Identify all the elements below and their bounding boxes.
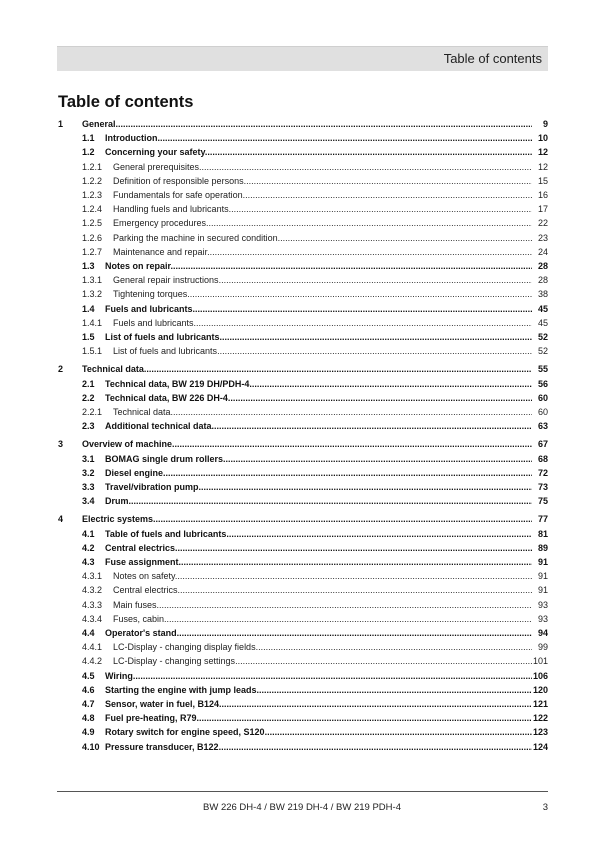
header-title: Table of contents	[443, 51, 542, 66]
toc-entry-page: 28	[537, 261, 548, 271]
header-bar	[57, 46, 548, 71]
footer-page-number: 3	[542, 802, 548, 813]
toc-entry[interactable]	[58, 438, 548, 450]
toc-entry-title: Emergency procedures .....	[113, 217, 532, 229]
toc-entry-number: 4	[58, 514, 64, 525]
toc-entry-title: Technical data, BW 219 DH/PDH-4 .....	[105, 378, 532, 390]
toc-entry-page: 52	[537, 346, 548, 357]
toc-entry[interactable]	[58, 203, 548, 215]
toc-entry-page: 122	[532, 713, 548, 724]
toc-entry-page: 72	[537, 467, 548, 478]
toc-entry-title: Notes on safety .....	[113, 570, 532, 582]
footer-divider	[57, 791, 548, 792]
toc-entry-title: Concerning your safety .....	[105, 146, 532, 158]
toc-entry-number: 4.6	[82, 684, 95, 695]
toc-entry-page: 121	[532, 699, 548, 709]
toc-entry-title: Technical data, BW 226 DH-4 .....	[105, 392, 532, 404]
toc-entry-page: 56	[537, 378, 548, 389]
toc-entry-page: 22	[537, 218, 548, 229]
toc-entry[interactable]	[58, 599, 548, 611]
toc-entry[interactable]	[58, 556, 548, 568]
toc-entry-title: Additional technical data .....	[105, 420, 532, 432]
toc-entry-number: 2	[58, 364, 64, 375]
page-title: Table of contents	[58, 93, 194, 111]
toc-entry-page: 77	[537, 514, 548, 525]
toc-entry-number: 3.4	[82, 496, 95, 507]
toc-entry[interactable]	[58, 317, 548, 329]
toc-entry-page: 89	[537, 542, 548, 553]
toc-entry-page: 17	[537, 204, 548, 215]
toc-entry-number: 1.3.1	[82, 275, 103, 286]
toc-entry[interactable]	[58, 698, 548, 710]
toc-entry[interactable]	[58, 542, 548, 554]
toc-entry-page: 75	[537, 496, 548, 507]
toc-entry-title: Fundamentals for safe operation .....	[113, 189, 532, 201]
toc-entry-title: General repair instructions .....	[113, 274, 532, 286]
toc-entry[interactable]	[58, 132, 548, 144]
toc-entry[interactable]	[58, 288, 548, 300]
toc-entry-page: 91	[537, 571, 548, 582]
toc-entry-title: Pressure transducer, B122 .....	[105, 741, 532, 753]
toc-entry-number: 1.4.1	[82, 317, 103, 328]
toc-entry-title: Fuel pre-heating, R79 .....	[105, 712, 532, 724]
toc-entry-title: Main fuses .....	[113, 599, 532, 611]
toc-entry-page: 55	[537, 364, 548, 375]
toc-entry-title: Wiring .....	[105, 670, 532, 682]
toc-entry-title: List of fuels and lubricants .....	[113, 345, 532, 357]
toc-entry[interactable]	[58, 406, 548, 418]
toc-entry[interactable]	[58, 481, 548, 493]
toc-entry-number: 1.2	[82, 147, 95, 158]
toc-entry-page: 99	[537, 642, 548, 653]
toc-entry-number: 4.8	[82, 713, 95, 724]
toc-entry[interactable]	[58, 655, 548, 667]
toc-entry-page: 67	[537, 439, 548, 450]
toc-entry[interactable]	[58, 378, 548, 390]
toc-entry[interactable]	[58, 513, 548, 525]
toc-entry-number: 3.2	[82, 467, 95, 478]
toc-entry-number: 1.3.2	[82, 289, 103, 300]
toc-entry[interactable]	[58, 453, 548, 465]
toc-entry-title: LC-Display - changing settings .....	[113, 655, 532, 667]
toc-entry[interactable]	[58, 363, 548, 375]
toc-entry-title: Fuses, cabin .....	[113, 613, 532, 625]
toc-entry-title: Technical data .....	[113, 406, 532, 418]
toc-entry-number: 1.2.5	[82, 218, 103, 229]
toc-entry-number: 1.1	[82, 133, 95, 144]
toc-entry[interactable]	[58, 670, 548, 682]
toc-entry-number: 1.5	[82, 332, 95, 342]
toc-entry-title: Notes on repair .....	[105, 260, 532, 272]
toc-entry-page: 93	[537, 613, 548, 624]
toc-entry-page: 93	[537, 599, 548, 610]
toc-entry-title: List of fuels and lubricants .....	[105, 331, 532, 343]
toc-entry-title: Drum .....	[105, 495, 532, 507]
toc-entry-page: 12	[537, 147, 548, 158]
toc-entry-title: Central electrics .....	[105, 542, 532, 554]
toc-entry-number: 4.4	[82, 628, 95, 638]
toc-entry-number: 1.5.1	[82, 346, 103, 357]
toc-entry-title: Central electrics .....	[113, 584, 532, 596]
toc-entry-number: 4.3.2	[82, 585, 103, 596]
toc-entry-page: 68	[537, 453, 548, 464]
toc-entry-title: Maintenance and repair .....	[113, 246, 532, 258]
toc-entry-page: 38	[537, 289, 548, 300]
toc-entry-number: 2.2.1	[82, 407, 103, 417]
toc-entry-title: Electric systems .....	[82, 513, 532, 525]
toc-entry[interactable]	[58, 246, 548, 258]
toc-entry[interactable]	[58, 175, 548, 187]
toc-entry-number: 1.2.7	[82, 246, 103, 257]
toc-entry-page: 9	[542, 119, 548, 129]
toc-entry-page: 91	[537, 557, 548, 567]
toc-entry-page: 73	[537, 482, 548, 492]
toc-entry-page: 101	[532, 656, 548, 667]
toc-entry-page: 16	[537, 190, 548, 200]
toc-entry-title: Diesel engine .....	[105, 467, 532, 479]
toc-entry[interactable]	[58, 274, 548, 286]
toc-entry-title: Parking the machine in secured condition .....	[113, 232, 532, 244]
toc-entry-page: 120	[532, 684, 548, 695]
toc-entry-number: 4.3.4	[82, 613, 103, 624]
toc-entry-title: Rotary switch for engine speed, S120 .....	[105, 726, 532, 738]
toc-entry-title: Tightening torques .....	[113, 288, 532, 300]
toc-entry[interactable]	[58, 495, 548, 507]
toc-entry-number: 3.1	[82, 453, 95, 464]
toc-entry-number: 3.3	[82, 482, 95, 492]
toc-entry-number: 4.10	[82, 741, 100, 752]
toc-entry-title: Table of fuels and lubricants .....	[105, 528, 532, 540]
toc-entry-page: 23	[537, 232, 548, 243]
toc-entry[interactable]	[58, 613, 548, 625]
toc-entry-page: 91	[537, 585, 548, 596]
toc-entry[interactable]	[58, 741, 548, 753]
toc-entry[interactable]	[58, 303, 548, 315]
toc-entry-page: 123	[532, 727, 548, 738]
toc-entry-number: 1.2.6	[82, 232, 103, 243]
toc-entry-title: BOMAG single drum rollers .....	[105, 453, 532, 465]
toc-entry-title: Travel/vibration pump .....	[105, 481, 532, 493]
toc-entry[interactable]	[58, 570, 548, 582]
toc-entry-page: 24	[537, 246, 548, 257]
toc-entry[interactable]	[58, 331, 548, 343]
toc-entry-title: Overview of machine .....	[82, 438, 532, 450]
toc-entry-title: General .....	[82, 118, 532, 130]
toc-entry-page: 28	[537, 275, 548, 286]
toc-entry-number: 4.2	[82, 542, 95, 553]
toc-entry[interactable]	[58, 189, 548, 201]
toc-entry-page: 52	[537, 332, 548, 342]
toc-entry[interactable]	[58, 420, 548, 432]
toc-entry-title: Technical data .....	[82, 363, 532, 375]
toc-entry[interactable]	[58, 584, 548, 596]
toc-entry-number: 4.3.3	[82, 599, 103, 610]
toc-entry[interactable]	[58, 684, 548, 696]
toc-entry-number: 2.3	[82, 421, 95, 432]
toc-entry-number: 3	[58, 439, 64, 450]
toc-entry-number: 4.9	[82, 727, 95, 738]
toc-entry-page: 63	[537, 421, 548, 432]
toc-entry[interactable]	[58, 118, 548, 130]
toc-entry-title: Introduction .....	[105, 132, 532, 144]
toc-entry-page: 81	[537, 528, 548, 539]
toc-entry-page: 12	[537, 161, 548, 172]
toc-entry-number: 1.2.2	[82, 175, 103, 186]
footer-model-text: BW 226 DH-4 / BW 219 DH-4 / BW 219 PDH-4	[203, 802, 401, 813]
toc-entry-title: Fuse assignment .....	[105, 556, 532, 568]
toc-entry-number: 4.7	[82, 699, 95, 709]
toc-entry[interactable]	[58, 217, 548, 229]
toc-entry-title: Handling fuels and lubricants .....	[113, 203, 532, 215]
toc-entry[interactable]	[58, 392, 548, 404]
toc-entry-number: 4.4.2	[82, 656, 103, 667]
toc-entry[interactable]	[58, 726, 548, 738]
toc-entry-title: Sensor, water in fuel, B124 .....	[105, 698, 532, 710]
toc-entry-number: 2.2	[82, 392, 95, 403]
toc-entry-title: Starting the engine with jump leads .....	[105, 684, 532, 696]
toc-entry[interactable]	[58, 232, 548, 244]
toc-entry-page: 124	[532, 741, 548, 752]
toc-entry-number: 1	[58, 119, 64, 129]
toc-entry-title: Fuels and lubricants .....	[113, 317, 532, 329]
toc-entry-title: Fuels and lubricants .....	[105, 303, 532, 315]
toc-entry-number: 4.4.1	[82, 642, 103, 653]
toc-entry[interactable]	[58, 467, 548, 479]
toc-entry-page: 60	[537, 407, 548, 417]
toc-entry-number: 1.2.3	[82, 190, 103, 200]
toc-entry[interactable]	[58, 345, 548, 357]
toc-entry[interactable]	[58, 641, 548, 653]
toc-entry[interactable]	[58, 260, 548, 272]
toc-entry-number: 1.3	[82, 261, 95, 271]
toc-entry-page: 45	[537, 303, 548, 314]
toc-entry[interactable]	[58, 627, 548, 639]
toc-entry-page: 45	[537, 317, 548, 328]
toc-entry-title: LC-Display - changing display fields .....	[113, 641, 532, 653]
toc-entry-page: 94	[537, 628, 548, 638]
toc-entry-page: 10	[537, 133, 548, 144]
toc-entry[interactable]	[58, 146, 548, 158]
toc-entry[interactable]	[58, 528, 548, 540]
toc-entry-number: 4.3	[82, 557, 95, 567]
toc-entry[interactable]	[58, 712, 548, 724]
toc-entry-number: 4.1	[82, 528, 95, 539]
toc-entry-number: 4.3.1	[82, 571, 103, 582]
toc-entry-title: Definition of responsible persons .....	[113, 175, 532, 187]
toc-entry-number: 1.4	[82, 303, 95, 314]
toc-entry-page: 60	[537, 392, 548, 403]
toc-entry-number: 1.2.4	[82, 204, 103, 215]
toc-entry-page: 15	[537, 175, 548, 186]
toc-entry-number: 2.1	[82, 378, 95, 389]
toc-entry-title: Operator's stand .....	[105, 627, 532, 639]
toc-entry[interactable]	[58, 161, 548, 173]
toc-entry-number: 4.5	[82, 670, 95, 681]
toc-entry-page: 106	[532, 670, 548, 681]
toc-entry-title: General prerequisites .....	[113, 161, 532, 173]
toc-entry-number: 1.2.1	[82, 161, 103, 172]
